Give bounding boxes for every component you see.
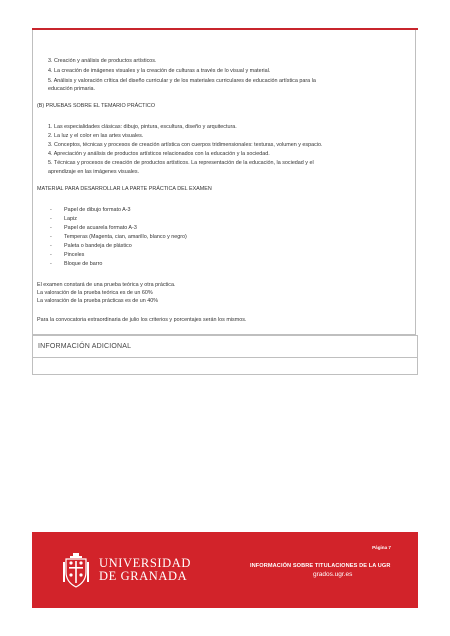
final-note: Para la convocatoria extraordinaria de julio los criterios y porcentajes serán los mismos. [37,317,247,323]
section-b-item: aprendizaje en las imágenes visuales. [48,169,140,175]
info-section-title: INFORMACIÓN ADICIONAL [38,343,132,350]
footer-website-link[interactable]: grados.ugr.es [313,571,353,578]
bullet: - [50,207,52,213]
material-item: Bloque de barro [64,261,103,267]
text-line: 5. Análisis y valoración crítica del diseño curricular y de los materiales curriculares de educación artística para la [48,78,316,84]
material-item: Lapiz [64,216,77,222]
material-title: MATERIAL PARA DESARROLLAR LA PARTE PRÁCTICA DEL EXAMEN [37,186,212,192]
exam-line: El examen constará de una prueba teórica y otra práctica. [37,282,176,288]
material-item: Temperas (Magenta, cian, amarillo, blanco y negro) [64,234,187,240]
footer-info-title: INFORMACIÓN SOBRE TITULACIONES DE LA UGR [250,563,391,569]
university-name-line1: UNIVERSIDAD [99,556,192,570]
material-item: Pinceles [64,252,85,258]
bullet: - [50,225,52,231]
bullet: - [50,216,52,222]
university-name-line2: DE GRANADA [99,569,188,583]
section-b-item: 2. La luz y el color en las artes visuales. [48,133,144,139]
material-item: Papel de acuarela formato A-3 [64,225,137,231]
bullet: - [50,243,52,249]
material-item: Papel de dibujo formato A-3 [64,207,131,213]
page-number: Página 7 [372,545,391,550]
section-b-item: 3. Conceptos, técnicas y procesos de creación artística con cuerpos tridimensionales: texturas, volumen y espacio. [48,142,323,148]
footer-banner [32,532,418,608]
text-line: 4. La creación de imágenes visuales y la creación de culturas a través de lo visual y material. [48,68,271,74]
section-b-item: 4. Apreciación y análisis de productos artísticos relacionados con la educación y la sociedad. [48,151,270,157]
exam-line: La valoración de la prueba teórica es de un 60% [37,290,153,296]
bullet: - [50,234,52,240]
section-b-item: 1. Las especialidades clásicas: dibujo, pintura, escultura, diseño y arquitectura. [48,124,237,130]
section-b-title: (B) PRUEBAS SOBRE EL TEMARIO PRÁCTICO [37,103,156,109]
material-item: Paleta o bandeja de plástico [64,243,132,249]
exam-line: La valoración de la prueba prácticas es de un 40% [37,298,159,304]
university-crest-icon [62,552,90,590]
text-line: educación primaria. [48,86,96,92]
text-line: 3. Creación y análisis de productos artísticos. [48,58,157,64]
info-section [32,335,418,375]
section-b-item: 5. Técnicas y procesos de creación de productos artísticos. La representación de la educación, la sociedad y el [48,160,314,166]
bullet: - [50,252,52,258]
bullet: - [50,261,52,267]
info-section-divider [33,357,417,358]
